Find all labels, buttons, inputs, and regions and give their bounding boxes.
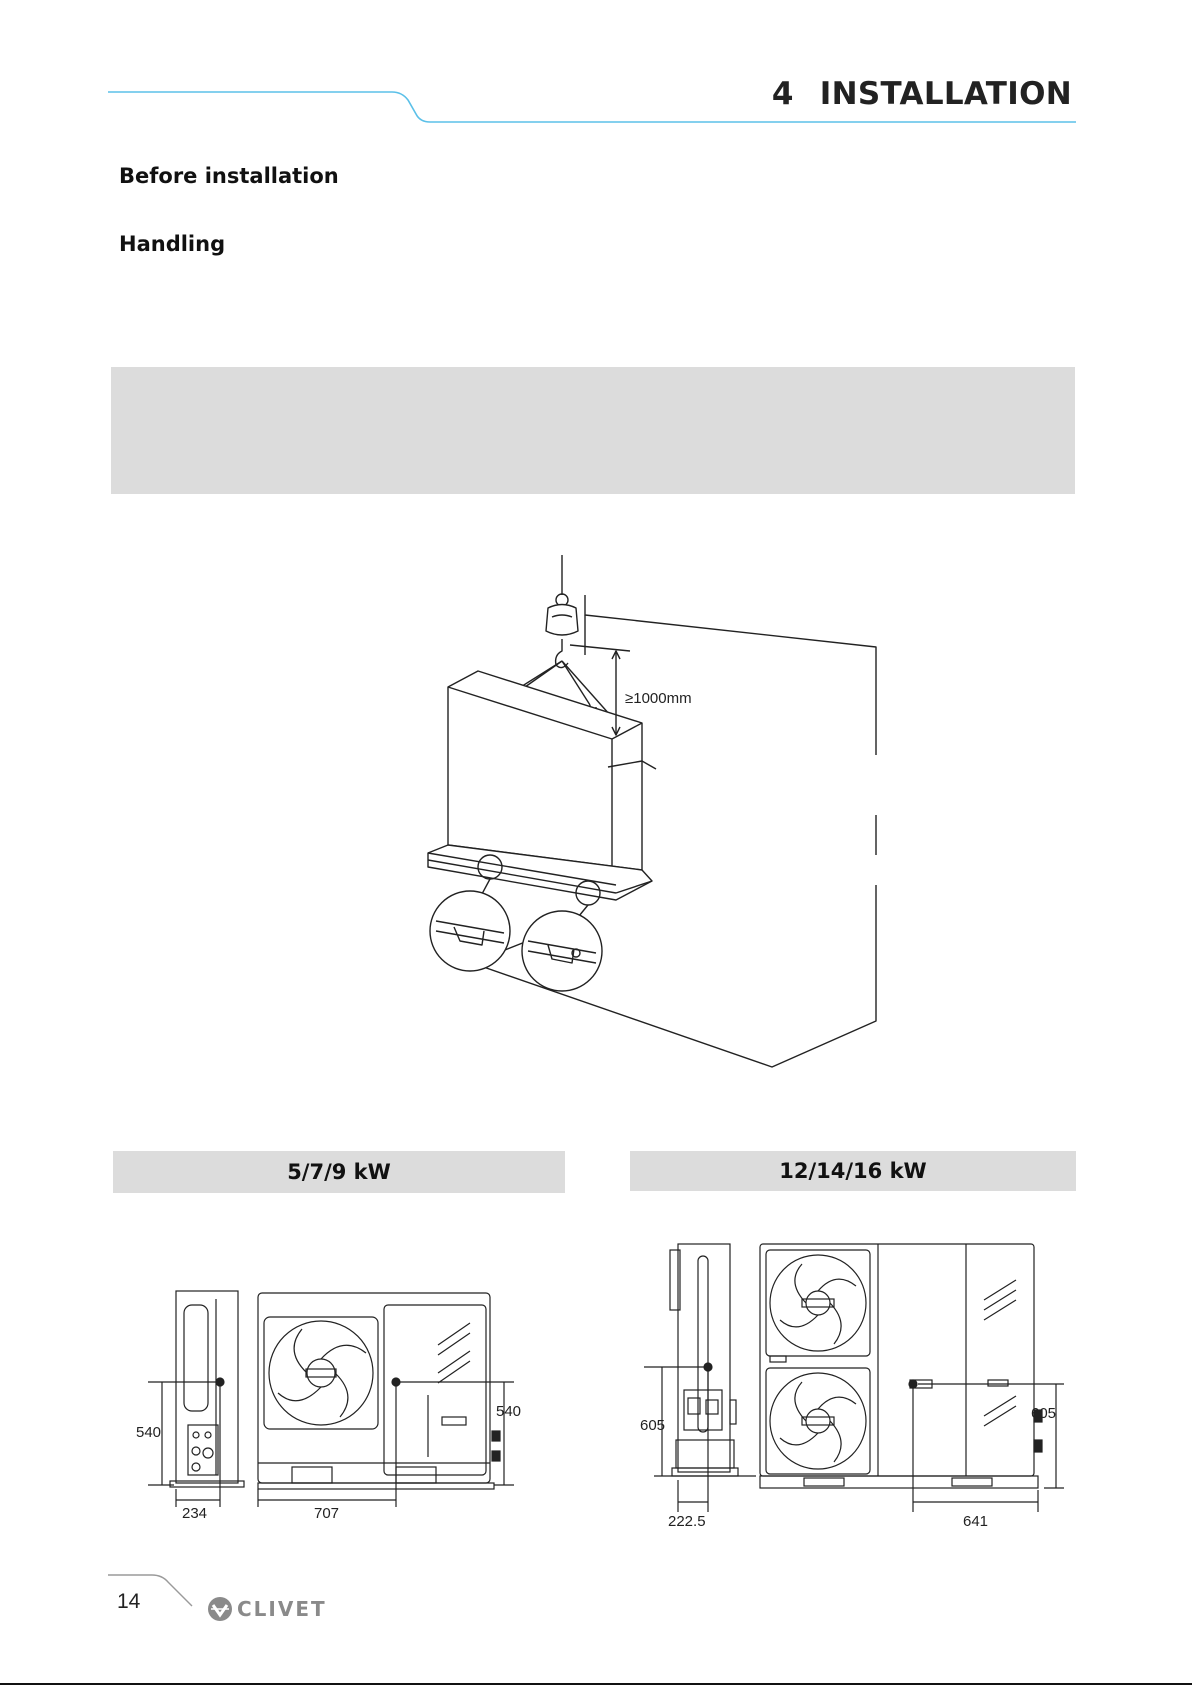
dim-large-front-width: 641	[963, 1513, 989, 1530]
dimension-drawing-large	[636, 1240, 1076, 1535]
model-bar-small	[113, 1151, 565, 1193]
dim-small-left-height: 540	[136, 1424, 162, 1441]
dim-small-side-width: 234	[182, 1505, 208, 1522]
brand-logo	[207, 1596, 327, 1622]
page-number: 14	[117, 1590, 141, 1613]
lifting-diagram	[420, 555, 900, 1075]
chapter-heading	[772, 76, 1072, 112]
dim-small-front-width: 707	[314, 1505, 340, 1522]
dim-large-side-width: 222.5	[668, 1513, 706, 1530]
model-bar-large	[630, 1151, 1076, 1191]
chapter-title: INSTALLATION	[819, 76, 1072, 112]
dim-large-right-height: 605	[1031, 1405, 1057, 1422]
clearance-label: ≥1000mm	[625, 690, 692, 707]
dim-large-left-height: 605	[640, 1417, 666, 1434]
dim-small-right-height: 540	[496, 1403, 522, 1420]
brand-mark-icon	[207, 1596, 233, 1622]
model-label-small: 5/7/9 kW	[287, 1160, 391, 1184]
model-label-large: 12/14/16 kW	[779, 1159, 927, 1183]
chapter-number: 4	[771, 76, 794, 112]
dimension-drawing-small	[128, 1285, 548, 1520]
brand-name: CLIVET	[237, 1597, 327, 1621]
note-box	[111, 367, 1075, 494]
heading-before-installation: Before installation	[119, 164, 339, 188]
heading-handling: Handling	[119, 232, 226, 256]
